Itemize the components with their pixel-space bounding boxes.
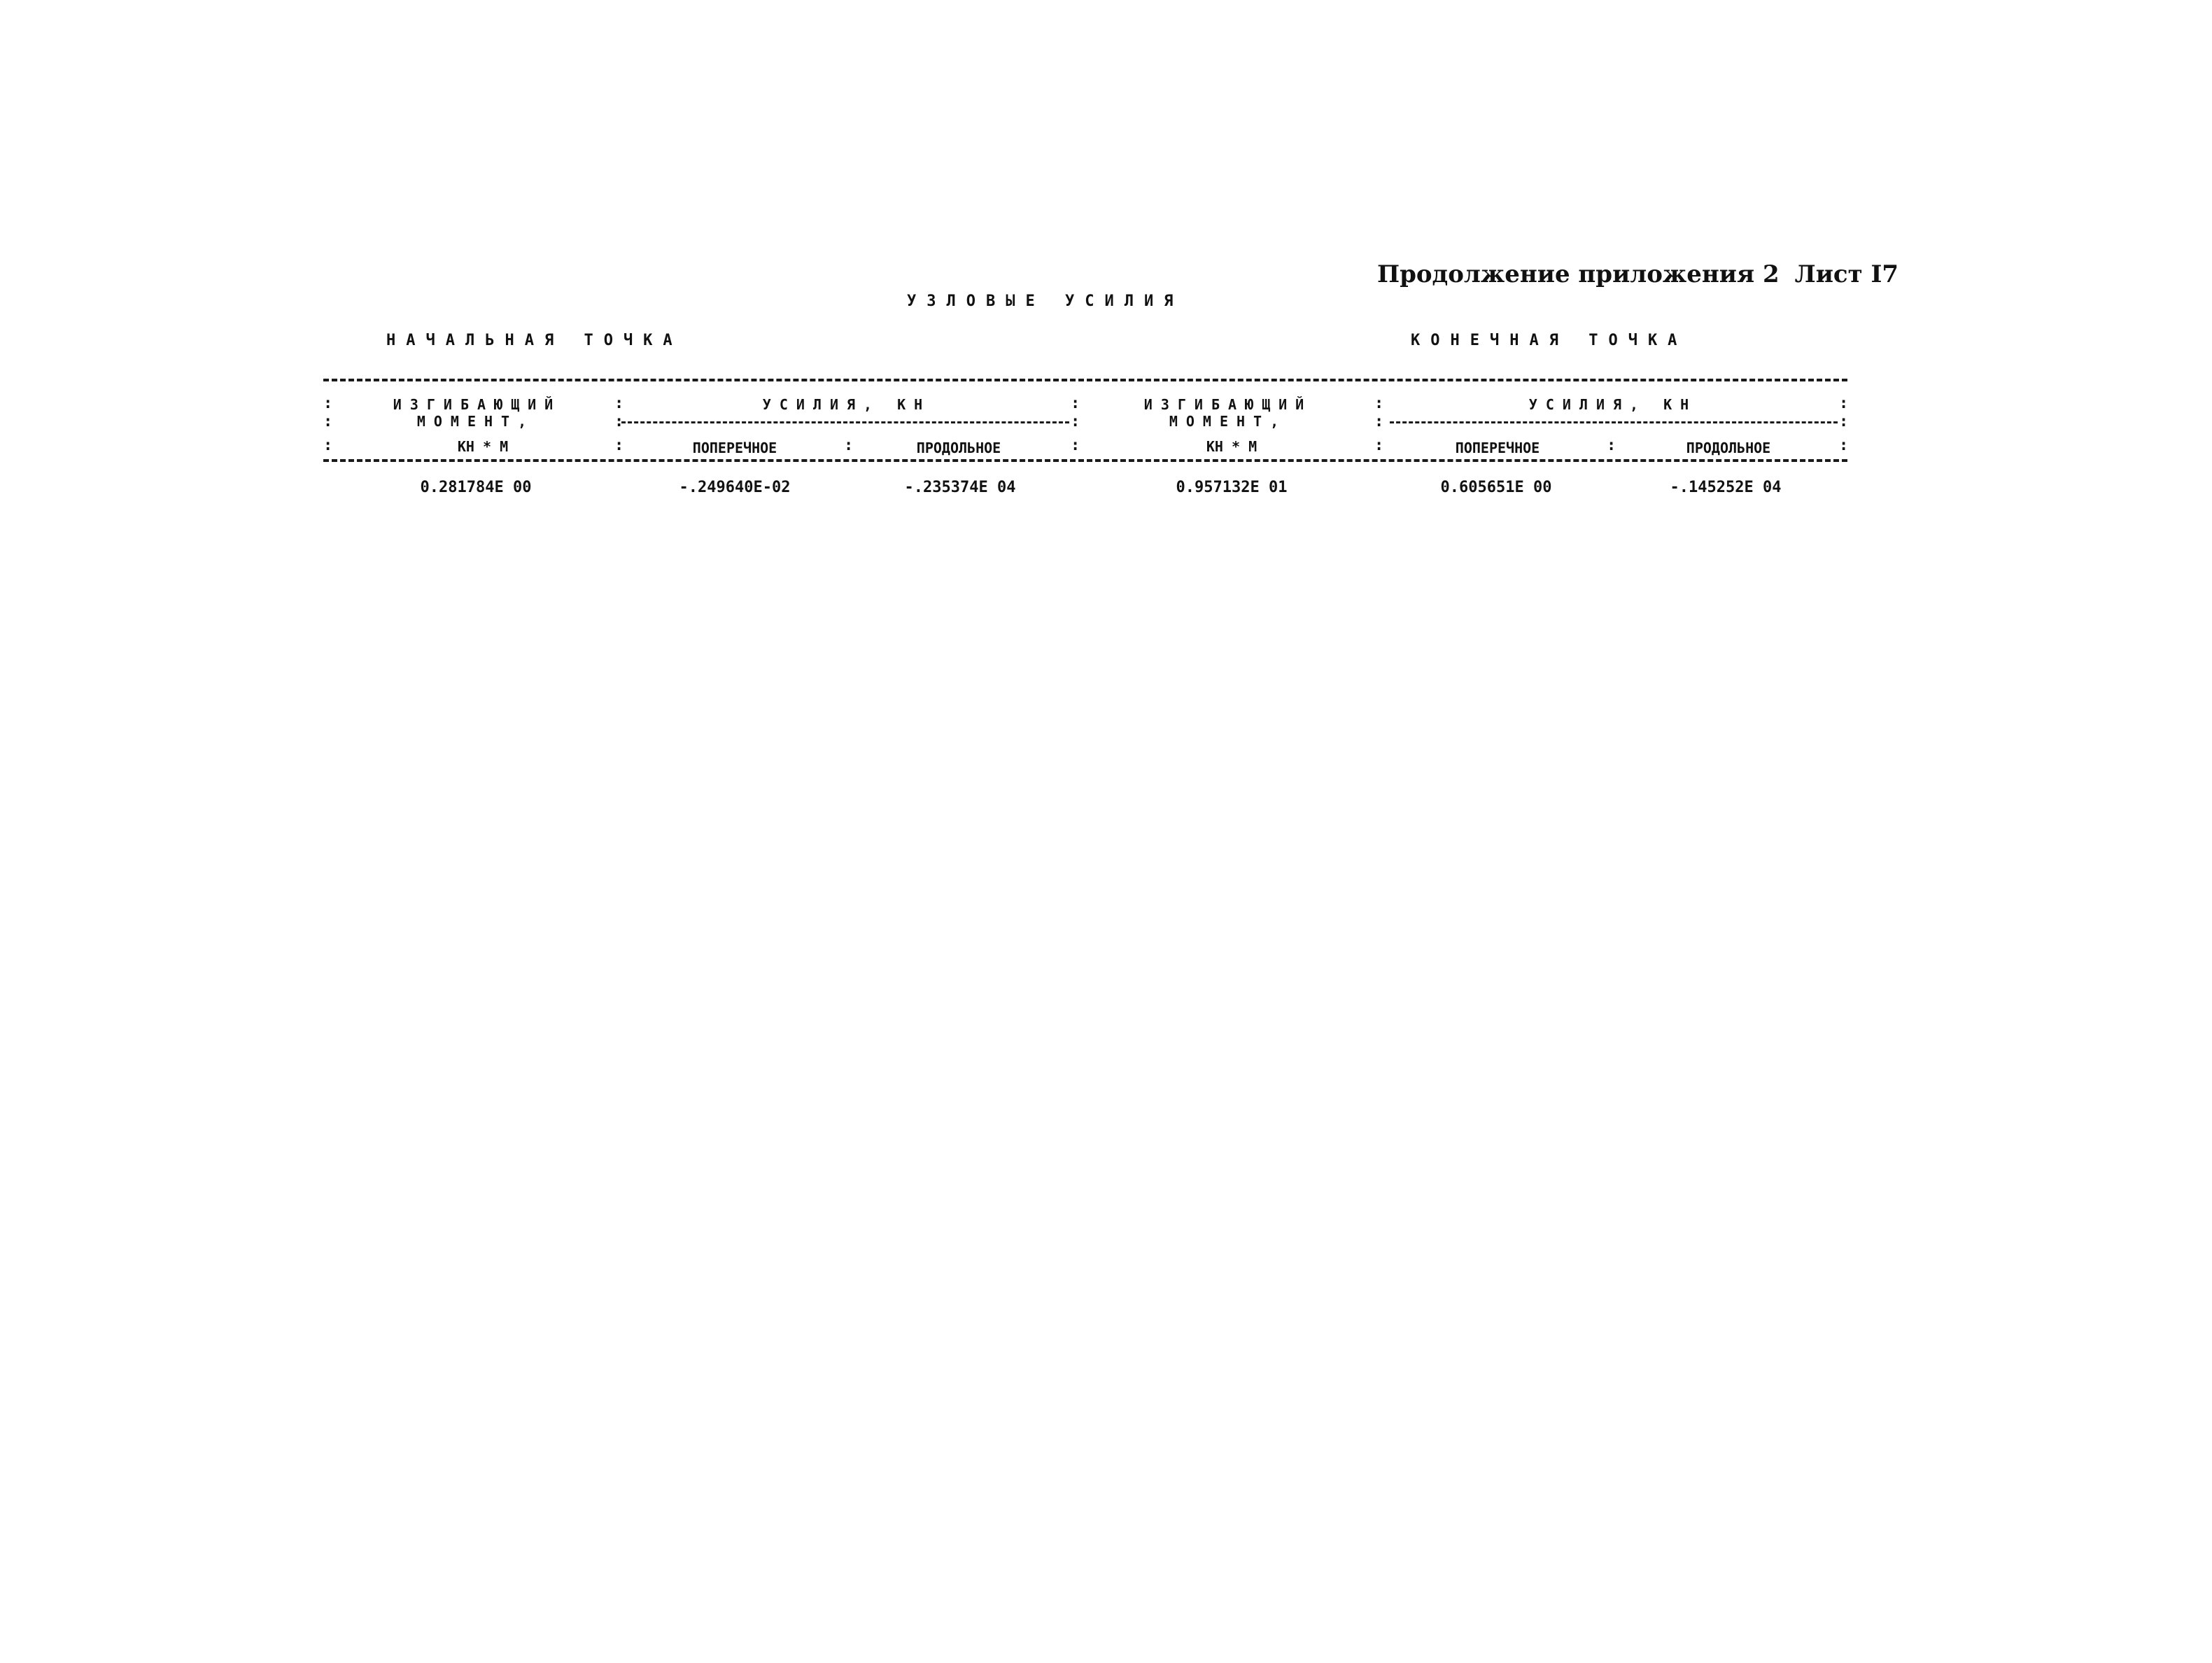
start-point-label: НАЧАЛЬНАЯ ТОЧКА	[386, 332, 683, 349]
header-moment-line2: МОМЕНТ,	[416, 413, 535, 430]
forces-subheader-rule-left	[621, 421, 1069, 423]
page-title: УЗЛОВЫЕ УСИЛИЯ	[907, 293, 1184, 310]
end-moment-value: 0.957132E 01	[1176, 479, 1288, 496]
column-separator: :	[1071, 413, 1080, 430]
header-longitudinal: ПРОДОЛЬНОЕ	[1686, 440, 1771, 456]
column-separator: :	[1071, 395, 1080, 412]
header-forces-group: УСИЛИЯ, КН	[762, 396, 931, 413]
start-moment-value: 0.281784E 00	[420, 479, 532, 496]
column-separator: :	[844, 437, 854, 454]
end-transverse-value: 0.605651E 00	[1440, 479, 1552, 496]
header-moment-line1: ИЗГИБАЮЩИЙ	[393, 396, 562, 413]
appendix-caption	[1377, 260, 1914, 288]
header-transverse: ПОПЕРЕЧНОЕ	[1455, 440, 1540, 456]
column-separator: :	[323, 395, 333, 412]
column-separator: :	[1839, 413, 1849, 430]
column-separator: :	[1839, 395, 1849, 412]
header-forces-group: УСИЛИЯ, КН	[1528, 396, 1698, 413]
header-moment-line2: МОМЕНТ,	[1169, 413, 1288, 430]
forces-subheader-rule-right	[1390, 421, 1838, 423]
column-separator: :	[614, 395, 624, 412]
header-longitudinal: ПРОДОЛЬНОЕ	[916, 440, 1001, 456]
column-separator: :	[614, 413, 624, 430]
start-longitudinal-value: -.235374E 04	[904, 479, 1016, 496]
table-header-bottom-rule	[323, 459, 1847, 462]
end-longitudinal-value: -.145252E 04	[1670, 479, 1782, 496]
start-transverse-value: -.249640E-02	[679, 479, 791, 496]
header-transverse: ПОПЕРЕЧНОЕ	[692, 440, 777, 456]
column-separator: :	[1839, 437, 1849, 454]
column-separator: :	[1374, 413, 1384, 430]
column-separator: :	[323, 437, 333, 454]
table-top-rule	[323, 379, 1847, 381]
header-moment-line1: ИЗГИБАЮЩИЙ	[1143, 396, 1313, 413]
column-separator: :	[1374, 437, 1384, 454]
sheet-number: Лист I7	[1794, 260, 1899, 288]
column-separator: :	[1071, 437, 1080, 454]
end-point-label: КОНЕЧНАЯ ТОЧКА	[1411, 332, 1688, 349]
appendix-continuation: Продолжение приложения 2	[1377, 260, 1780, 288]
column-separator: :	[323, 413, 333, 430]
header-moment-unit: КН * М	[1206, 438, 1258, 455]
column-separator: :	[1607, 437, 1616, 454]
column-separator: :	[1374, 395, 1384, 412]
header-moment-unit: КН * М	[457, 438, 509, 455]
column-separator: :	[614, 437, 624, 454]
